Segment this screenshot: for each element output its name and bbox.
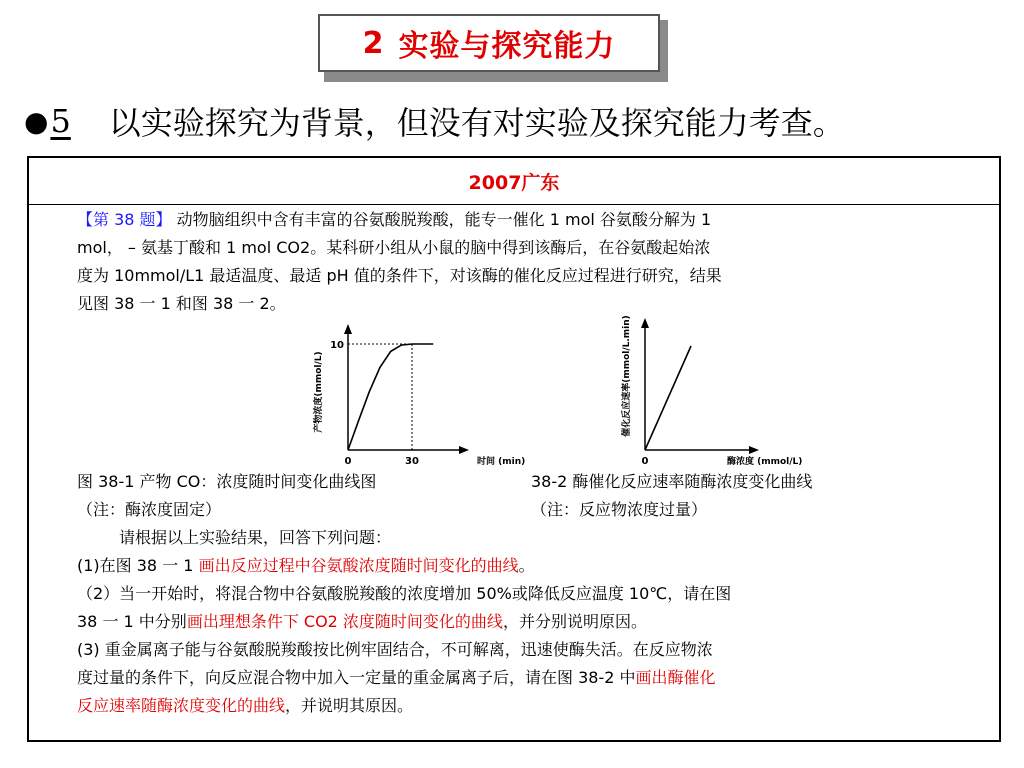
fig1-x-tick-30: 30 — [405, 456, 419, 467]
exam-panel — [27, 156, 1001, 742]
title-number: 2 — [362, 25, 385, 61]
fig1-x-arrow — [459, 446, 469, 454]
fig2-ylabel: 催化反应速率(mmol/L.min) — [622, 315, 632, 437]
intro-line: 见图 38 一 1 和图 38 一 2。 — [77, 294, 286, 313]
question-1: (1)在图 38 一 1 画出反应过程中谷氨酸浓度随时间变化的曲线。 — [77, 556, 535, 575]
fig2-line — [645, 346, 691, 450]
figure-captions — [77, 468, 967, 524]
headline — [24, 98, 845, 144]
chart-fig-38-1 — [305, 322, 595, 468]
title-text: 实验与探究能力 — [398, 29, 616, 64]
headline-text: 以实验探究为背景，但没有对实验及探究能力考查。 — [108, 104, 845, 142]
fig1-curve — [348, 344, 433, 450]
chart-fig-38-2 — [577, 312, 857, 468]
caption-fig-38-1: 图 38-1 产物 CO：浓度随时间变化曲线图 — [77, 472, 377, 491]
fig1-xlabel: 时间 (min) — [477, 457, 526, 467]
panel-header: 2007广东 — [29, 158, 999, 205]
intro-line: 度为 10mmol/L1 最适温度、最适 pH 值的条件下，对该酶的催化反应过程进行研究，结果 — [77, 266, 722, 285]
note-fig-38-1: （注：酶浓度固定） — [77, 500, 222, 519]
headline-number: 5 — [50, 102, 71, 140]
fig1-x-tick-0: 0 — [344, 456, 352, 467]
intro-line: 【第 38 题】 动物脑组织中含有丰富的谷氨酸脱羧酸，能专一催化 1 mol 谷氨酸分解为 1 — [77, 210, 712, 229]
question-2-line-1: （2）当一开始时，将混合物中谷氨酸脱羧酸的浓度增加 50%或降低反应温度 10℃，请在图 — [77, 584, 732, 603]
figures — [77, 315, 967, 468]
fig1-y-tick: 10 — [330, 340, 344, 351]
fig2-x-tick-0: 0 — [641, 456, 649, 467]
intro-line: mol， – 氨基丁酸和 1 mol CO2。某科研小组从小鼠的脑中得到该酶后，在谷氨酸起始浓 — [77, 238, 711, 257]
question-label: 【第 38 题】 — [77, 210, 172, 229]
fig2-x-arrow — [749, 446, 759, 454]
bullet-icon: ● — [24, 104, 49, 138]
question-content — [77, 206, 967, 720]
fig1-y-arrow — [344, 324, 352, 334]
fig2-y-arrow — [641, 318, 649, 328]
slide-title — [318, 14, 660, 72]
questions-prompt: 请根据以上实验结果，回答下列问题： — [119, 528, 392, 547]
question-3-line-1: (3) 重金属离子能与谷氨酸脱羧酸按比例牢固结合，不可解离，迅速使酶失活。在反应物浓 — [77, 640, 713, 659]
question-2-line-2: 38 一 1 中分别画出理想条件下 CO2 浓度随时间变化的曲线，并分别说明原因。 — [77, 612, 647, 631]
fig2-xlabel: 酶浓度 (mmol/L) — [727, 457, 803, 467]
fig1-ylabel: 产物浓度(mmol/L) — [314, 351, 324, 433]
question-3-line-3: 反应速率随酶浓度变化的曲线，并说明其原因。 — [77, 696, 414, 715]
note-fig-38-2: （注：反应物浓度过量） — [531, 500, 708, 519]
caption-fig-38-2: 38-2 酶催化反应速率随酶浓度变化曲线 — [531, 472, 813, 491]
question-3-line-2: 度过量的条件下，向反应混合物中加入一定量的重金属离子后，请在图 38-2 中画出酶催化 — [77, 668, 716, 687]
